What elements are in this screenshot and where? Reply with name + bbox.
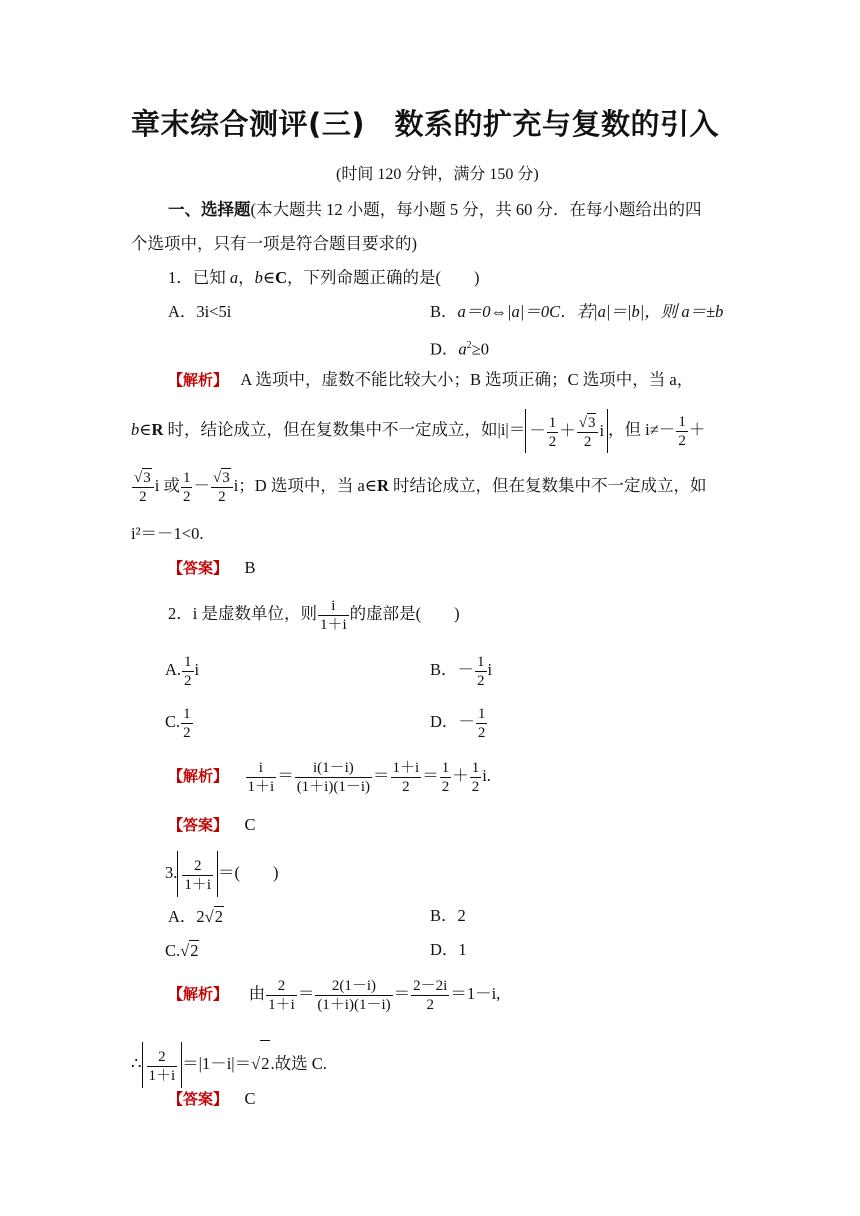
q1-analysis-line-1 — [168, 370, 693, 390]
denominator: 1＋i — [148, 1067, 176, 1084]
denominator: 2 — [184, 672, 192, 689]
q1-analysis-text-1: A 选项中，虚数不能比较大小；B 选项正确；C 选项中，当 a， — [240, 370, 694, 389]
numerator: 2 — [266, 977, 297, 996]
fraction — [315, 977, 392, 1014]
var-b: b — [254, 268, 263, 287]
numerator: 2－2i — [413, 977, 448, 994]
plus-sign: ＋ — [688, 420, 706, 439]
var-a: a — [229, 268, 239, 287]
q2-stem-tail: 的虚部是( ) — [349, 604, 460, 623]
numerator: i(1－i) — [295, 759, 372, 778]
fraction — [318, 597, 349, 634]
abs-expression — [177, 851, 218, 897]
numerator: 1 — [477, 653, 485, 670]
page-subtitle: (时间 120 分钟，满分 150 分) — [336, 166, 539, 183]
equals-sign: ＝ — [297, 984, 315, 1003]
denominator: 2 — [182, 488, 191, 505]
page-title: 章末综合测评(三) 数系的扩充与复数的引入 — [131, 107, 720, 141]
therefore-symbol: ∴ — [131, 1054, 142, 1073]
denominator: 1＋i — [247, 778, 275, 795]
fraction — [411, 977, 449, 1014]
denominator: 1＋i — [319, 616, 347, 633]
fraction — [391, 759, 422, 796]
equals-sign: ＝ — [373, 766, 390, 785]
denominator: 2 — [583, 434, 592, 451]
fraction — [132, 468, 154, 506]
q3-analysis-tail: ＝1－i, — [450, 984, 501, 1003]
q1-analysis-text-2a: b∈ — [131, 420, 152, 439]
answer-tag: 【答案】 — [168, 1090, 229, 1108]
fraction — [211, 468, 233, 506]
q1-option-d-label: D． — [430, 339, 459, 359]
numerator: i — [246, 759, 277, 778]
q3-option-c: C.√2 — [165, 941, 199, 960]
q1-analysis-text-2b: 时，结论成立，但在复数集中不一定成立，如|i|＝ — [163, 420, 526, 439]
denominator: 2 — [183, 724, 191, 741]
equals-sign: ＝ — [393, 984, 411, 1003]
q1-analysis-text-2c: ，但 i≠－ — [608, 420, 676, 439]
q3-analysis-prefix: 由 — [248, 984, 266, 1003]
option-label: D．－ — [430, 712, 475, 731]
plus-sign: ＋ — [559, 421, 576, 441]
denominator: (1＋i)(1－i) — [317, 996, 391, 1013]
fraction — [295, 759, 372, 796]
q3-option-a: A．2√2 — [168, 907, 223, 926]
denominator: 2 — [477, 724, 486, 741]
q1-analysis-line-2 — [131, 408, 705, 453]
sqrt-radicand: 2 — [214, 907, 223, 926]
q1-option-b-text: a＝0⇔|a|＝0C．若|a|＝|b|，则 a＝±b — [457, 302, 724, 321]
q1-analysis-text-3c: 时结论成立，但在复数集中不一定成立，如 — [388, 476, 707, 495]
answer-tag: 【答案】 — [168, 559, 229, 577]
q1-stem — [168, 268, 480, 288]
denominator: 2 — [426, 996, 434, 1013]
fraction — [676, 413, 688, 450]
q3-analysis-line-1 — [168, 972, 500, 1016]
section-desc-2: 个选项中，只有一项是符合题目要求的) — [131, 234, 417, 253]
q1-option-d — [430, 336, 489, 360]
q1-option-b-label: B． — [430, 302, 458, 321]
numerator: 1＋i — [392, 759, 420, 776]
numerator: √3 — [132, 468, 154, 488]
option-label: B．－ — [430, 660, 475, 679]
fraction — [181, 469, 193, 506]
answer-value: C — [244, 815, 256, 834]
fraction — [470, 759, 482, 796]
q2-stem — [168, 592, 460, 636]
analysis-tag: 【解析】 — [168, 371, 229, 389]
q3-option-b: B．2 — [430, 906, 466, 925]
abs-expression — [525, 409, 608, 453]
numerator: i — [318, 597, 349, 616]
q1-analysis-or: 或 — [163, 476, 180, 495]
fraction — [182, 653, 194, 690]
section-desc-1: (本大题共 12 小题，每小题 5 分，共 60 分．在每小题给出的四 — [250, 200, 702, 219]
q1-option-a: A．3i<5i — [168, 302, 232, 321]
imag-unit: i — [233, 476, 239, 495]
denominator: 2 — [471, 778, 480, 795]
sqrt-radicand: 3 — [143, 470, 151, 487]
numerator: 2(1－i) — [315, 977, 392, 996]
imag-unit: i. — [482, 766, 491, 785]
denominator: 2 — [402, 778, 410, 795]
option-label: A. — [165, 660, 182, 679]
numerator: 1 — [471, 759, 480, 776]
option-text: A．2 — [168, 907, 205, 926]
denominator: (1＋i)(1－i) — [296, 778, 371, 795]
q3-stem-tail: ＝( ) — [218, 863, 279, 882]
sqrt-radicand: 3 — [587, 415, 596, 432]
q1-option-d-tail: ≥0 — [471, 339, 489, 359]
fraction — [182, 857, 213, 894]
section-intro — [168, 200, 702, 220]
numerator: 1 — [182, 469, 191, 486]
numerator: 1 — [477, 705, 486, 722]
comma: ， — [238, 268, 255, 287]
q2-option-d — [430, 700, 488, 744]
fraction — [181, 705, 193, 742]
fraction — [147, 1048, 178, 1085]
numerator: 1 — [678, 413, 686, 430]
fraction — [547, 414, 559, 451]
q1-stem-tail: ，下列命题正确的是( ) — [287, 268, 480, 287]
sqrt-radicand: 3 — [222, 470, 230, 487]
equals-sign: ＝ — [422, 766, 439, 785]
q2-analysis: 【解析】 $\frac{i}{1+i}$ ＝ $\frac{i(1-i)}{(1+i)(1-i)}$ ＝ $\frac{1+i}{2}$ ＝ $\frac{1}{2}$ ＋ $\frac{1}{2}$ i. — [168, 759, 491, 795]
denominator: 1＋i — [268, 996, 295, 1013]
section-heading: 一、选择题 — [168, 200, 251, 219]
fraction — [476, 705, 488, 742]
option-label: C. — [165, 712, 181, 731]
q3-option-d: D．1 — [430, 940, 467, 959]
analysis-tag: 【解析】 — [168, 985, 229, 1003]
q1-stem-text: 1．已知 — [168, 268, 230, 287]
numerator: 2 — [147, 1048, 178, 1067]
denominator: 2 — [678, 432, 686, 449]
q1-analysis-line-3 — [131, 464, 707, 508]
imag-unit: i — [154, 476, 160, 495]
in-symbol: ∈ — [262, 268, 276, 287]
q1-analysis-text-3b: ；D 选项中，当 a∈ — [238, 476, 377, 495]
numerator: √3 — [577, 413, 599, 433]
var-a: a — [458, 339, 467, 359]
q2-stem-text: 2．i 是虚数单位，则 — [168, 604, 317, 623]
denominator: 1＋i — [184, 876, 212, 893]
numerator: 2 — [182, 857, 213, 876]
denominator: 2 — [548, 433, 557, 450]
option-label: C. — [165, 941, 181, 960]
q2-option-a — [165, 648, 199, 692]
q1-answer — [168, 558, 256, 578]
answer-value: C — [244, 1089, 256, 1108]
real-set-symbol: R — [151, 420, 164, 439]
exponent: 2 — [466, 340, 472, 351]
numerator: 1 — [441, 759, 450, 776]
fraction — [266, 977, 297, 1014]
imag-unit: i — [487, 660, 493, 679]
q1-option-b — [430, 302, 723, 322]
abs-expression — [142, 1042, 183, 1088]
q3-analysis-mid: ＝|1－i|＝ — [182, 1054, 252, 1073]
sqrt-radicand: 2 — [190, 941, 199, 960]
denominator: 2 — [441, 778, 450, 795]
denominator: 2 — [139, 489, 147, 506]
q3-answer — [168, 1089, 256, 1109]
complex-set-symbol: C — [275, 268, 288, 287]
numerator: 1 — [548, 414, 557, 431]
numerator: 1 — [183, 705, 191, 722]
fraction — [246, 759, 277, 796]
q3-stem — [165, 850, 279, 897]
equals-sign: ＝ — [277, 766, 294, 785]
sqrt-radicand: 2 — [260, 1040, 270, 1087]
real-set-symbol: R — [376, 476, 389, 495]
fraction — [440, 759, 452, 796]
q2-option-c — [165, 700, 194, 744]
fraction — [577, 413, 599, 451]
imag-unit: i — [194, 660, 200, 679]
q1-analysis-line-4: i²＝－1<0. — [131, 524, 204, 543]
answer-tag: 【答案】 — [168, 816, 229, 834]
analysis-tag: 【解析】 — [168, 767, 229, 785]
minus-sign: － — [193, 476, 210, 495]
imag-unit: i — [599, 421, 605, 441]
q2-option-b — [430, 648, 492, 692]
fraction — [475, 653, 487, 690]
numerator: 1 — [184, 653, 192, 670]
q3-number: 3. — [165, 863, 178, 882]
denominator: 2 — [218, 489, 226, 506]
q3-analysis-conclusion: .故选 C. — [270, 1054, 327, 1073]
answer-value: B — [244, 558, 256, 577]
q3-analysis-line-2: ∴ $\frac{2}{1+i}$ ＝|1－i|＝√2.故选 C. — [131, 1040, 327, 1088]
minus-sign: － — [529, 421, 546, 441]
denominator: 2 — [477, 672, 485, 689]
q2-answer — [168, 815, 256, 835]
numerator: √3 — [211, 468, 233, 488]
